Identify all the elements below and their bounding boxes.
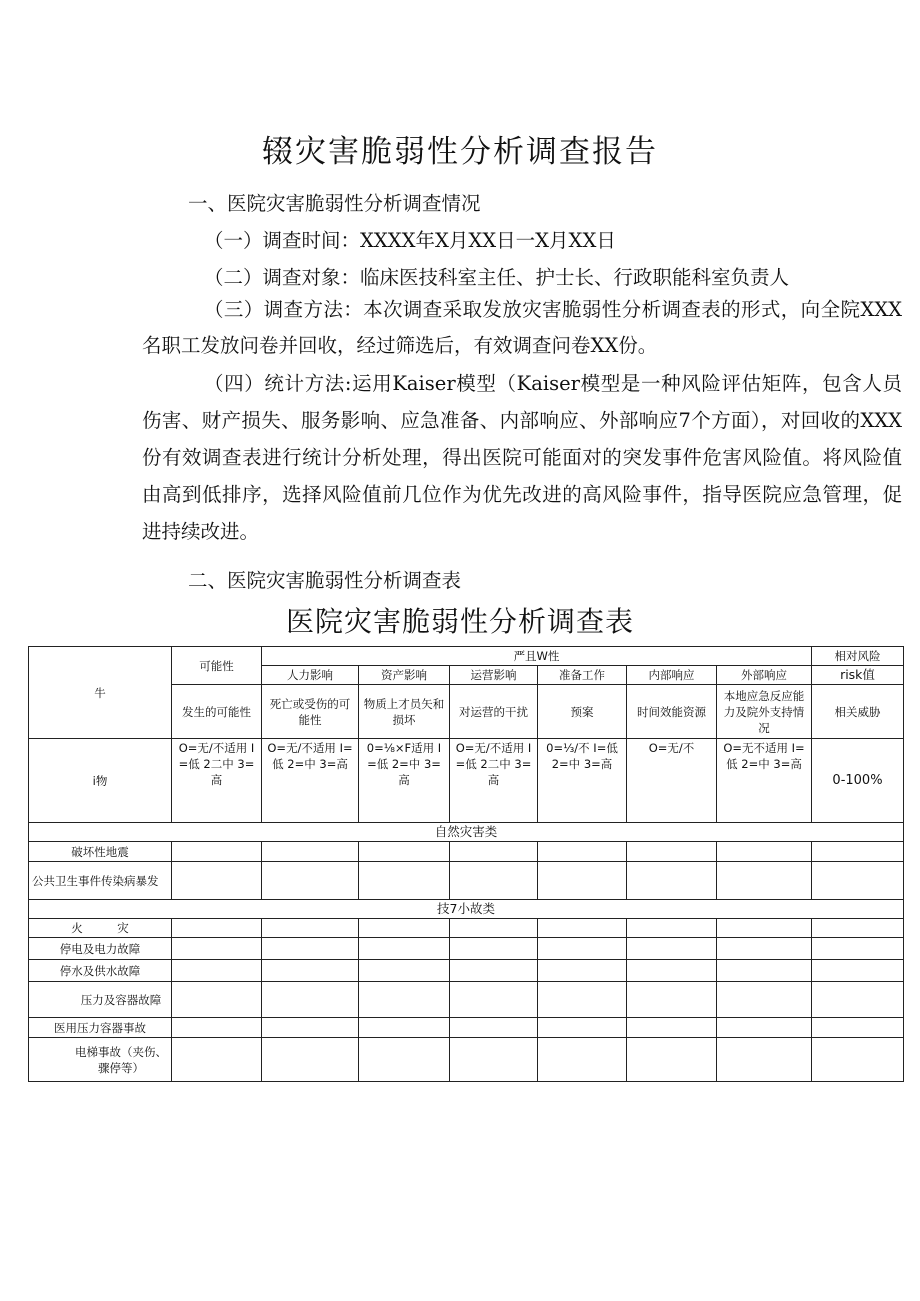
scoring-probability: O=无/不适用 I=低 2二中 3=高 (172, 739, 262, 823)
header-severity: 严且W性 (262, 647, 812, 666)
section-1-heading: 一、医院灾害脆弱性分析调查情况 (188, 192, 481, 215)
desc-external: 本地应急反应能力及院外支持情况 (717, 685, 812, 739)
desc-probability: 发生的可能性 (172, 685, 262, 739)
header-relative-risk: 相对风险 (812, 647, 904, 666)
header-event: 牛 (29, 647, 172, 739)
header-risk-value: risk值 (812, 666, 904, 685)
category-row: 自然灾害类 (29, 823, 904, 842)
scoring-preparedness: 0=⅓/不 I=低 2=中 3=高 (538, 739, 627, 823)
table-row (29, 1038, 904, 1082)
scoring-internal: O=无/不 (627, 739, 717, 823)
table-row (29, 862, 904, 900)
header-internal: 内部响应 (627, 666, 717, 685)
table-row (29, 1018, 904, 1038)
event-label: 公共卫生事件传染病暴发 (29, 862, 172, 900)
scoring-risk: 0-100% (812, 739, 904, 823)
event-label: 医用压力容器事故 (29, 1018, 172, 1038)
header-operations: 运营影响 (450, 666, 538, 685)
header-external: 外部响应 (717, 666, 812, 685)
header-probability: 可能性 (172, 647, 262, 685)
header-property: 资产影响 (359, 666, 450, 685)
header-human: 人力影响 (262, 666, 359, 685)
scoring-external: O=无不适用 I=低 2=中 3=高 (717, 739, 812, 823)
desc-preparedness: 预案 (538, 685, 627, 739)
table-row (29, 938, 904, 960)
document-title: 辍灾害脆弱性分析调查报告 (262, 134, 658, 170)
desc-property: 物质上才员矢和损坏 (359, 685, 450, 739)
section-2-heading: 二、医院灾害脆弱性分析调查表 (188, 569, 462, 592)
event-label: 压力及容器故障 (29, 982, 172, 1018)
scoring-operations: O=无/不适用 I=低 2二中 3=高 (450, 739, 538, 823)
statistics-method: （四）统计方法:运用Kaiser模型（Kaiser模型是一种风险评估矩阵，包含人员伤害、财产损失、服务影响、应急准备、内部响应、外部响应7个方面），对回收的XXX份有效调查表进行统计分析处理，得出医院可能面对的突发事件危害风险值。将风险值由高到低排序，选择风险值前几位作为优先改进的高风险事件，指导医院应急管理，促进持续改进。 (142, 372, 902, 543)
survey-method: （三）调查方法：本次调查采取发放灾害脆弱性分析调查表的形式，向全院XXX名职工发放问卷并回收，经过筛选后，有效调查问卷XX份。 (142, 298, 902, 357)
event-label: 电梯事故（夹伤、骤停等） (29, 1038, 172, 1082)
desc-relative-risk: 相关威胁 (812, 685, 904, 739)
event-label: 破坏性地震 (29, 842, 172, 862)
category-row: 技7小故类 (29, 900, 904, 919)
scoring-label: i物 (29, 739, 172, 823)
table-row (29, 919, 904, 938)
scoring-property: 0=⅛×F适用 I=低 2=中 3=高 (359, 739, 450, 823)
survey-target: （二）调查对象：临床医技科室主任、护士长、行政职能科室负责人 (204, 266, 790, 289)
table-row (29, 982, 904, 1018)
event-label: 停水及供水故障 (29, 960, 172, 982)
desc-operations: 对运营的干扰 (450, 685, 538, 739)
desc-internal: 时间效能资源 (627, 685, 717, 739)
header-preparedness: 准备工作 (538, 666, 627, 685)
event-label: 火 灾 (29, 919, 172, 938)
table-title: 医院灾害脆弱性分析调查表 (285, 605, 634, 638)
table-row (29, 960, 904, 982)
desc-human: 死亡或受伤的可能性 (262, 685, 359, 739)
scoring-human: O=无/不适用 I=低 2=中 3=高 (262, 739, 359, 823)
vulnerability-table (28, 646, 904, 1082)
survey-time: （一）调查时间：XXXX年X月XX日一X月XX日 (204, 229, 616, 252)
table-row (29, 842, 904, 862)
event-label: 停电及电力故障 (29, 938, 172, 960)
